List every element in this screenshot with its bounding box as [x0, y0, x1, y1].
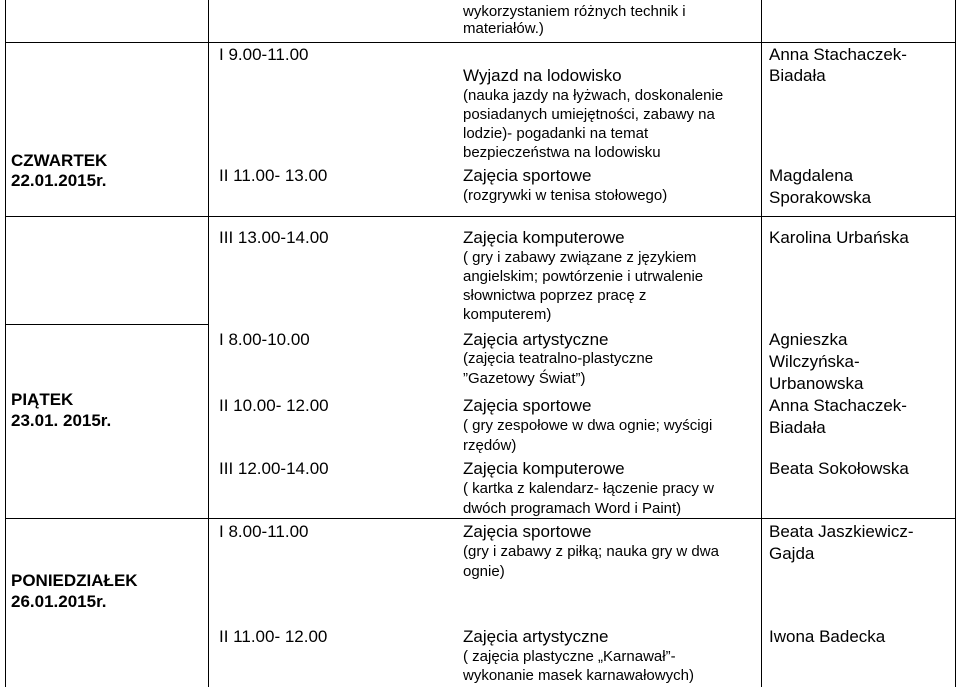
day-label: PONIEDZIAŁEK: [11, 571, 138, 590]
activity-desc: posiadanych umiejętności, zabawy na: [463, 106, 715, 123]
activity-time: II 11.00- 12.00: [219, 627, 328, 646]
activity-desc: ( gry i zabawy związane z językiem: [463, 249, 697, 266]
activity-time: II 11.00- 13.00: [219, 166, 328, 185]
top-fragment-line: materiałów.): [463, 20, 544, 37]
activity-desc: (nauka jazdy na łyżwach, doskonalenie: [463, 87, 724, 104]
day-label: PIĄTEK: [11, 390, 74, 409]
activity-desc: komputerem): [463, 306, 552, 323]
activity-desc: angielskim; powtórzenie i utrwalenie: [463, 268, 704, 285]
teacher-name: Magdalena: [769, 166, 854, 185]
activity-desc: dwóch programach Word i Paint): [463, 500, 682, 517]
teacher-name: Wilczyńska-: [769, 352, 860, 371]
activity-time: I 9.00-11.00: [219, 45, 309, 64]
activity-desc: ognie): [463, 563, 505, 580]
activity-desc: wykonanie masek karnawałowych): [463, 667, 694, 684]
teacher-name: Urbanowska: [769, 374, 864, 393]
activity-desc: rzędów): [463, 437, 517, 454]
day-date: 23.01. 2015r.: [11, 411, 112, 430]
teacher-name: Biadała: [769, 66, 826, 85]
grid-line-row-3: [5, 324, 209, 325]
teacher-name: Sporakowska: [769, 188, 872, 207]
activity-desc: (rozgrywki w tenisa stołowego): [463, 187, 668, 204]
grid-line-person-divider: [761, 0, 762, 687]
activity-title: Zajęcia artystyczne: [463, 627, 609, 646]
grid-line-right: [955, 0, 956, 687]
teacher-name: Beata Sokołowska: [769, 459, 909, 478]
activity-desc: ”Gazetowy Świat”): [463, 370, 586, 387]
activity-title: Zajęcia komputerowe: [463, 459, 625, 478]
activity-title: Zajęcia sportowe: [463, 396, 592, 415]
activity-time: I 8.00-11.00: [219, 522, 309, 541]
grid-line-row-4: [5, 518, 956, 519]
activity-desc: ( gry zespołowe w dwa ognie; wyścigi: [463, 417, 713, 434]
top-fragment-line: wykorzystaniem różnych technik i: [463, 3, 686, 20]
activity-time: I 8.00-10.00: [219, 330, 310, 349]
activity-time: III 12.00-14.00: [219, 459, 329, 478]
activity-title: Zajęcia sportowe: [463, 166, 592, 185]
activity-desc: bezpieczeństwa na lodowisku: [463, 144, 661, 161]
teacher-name: Iwona Badecka: [769, 627, 886, 646]
teacher-name: Anna Stachaczek-: [769, 396, 907, 415]
day-date: 22.01.2015r.: [11, 171, 107, 190]
day-label: CZWARTEK: [11, 151, 108, 170]
activity-time: III 13.00-14.00: [219, 228, 329, 247]
activity-desc: (gry i zabawy z piłką; nauka gry w dwa: [463, 543, 719, 560]
activity-time: II 10.00- 12.00: [219, 396, 329, 415]
activity-title: Zajęcia komputerowe: [463, 228, 625, 247]
grid-line-day-divider: [208, 0, 209, 687]
teacher-name: Karolina Urbańska: [769, 228, 909, 247]
activity-desc: ( zajęcia plastyczne „Karnawał”-: [463, 648, 676, 665]
teacher-name: Biadała: [769, 418, 826, 437]
day-date: 26.01.2015r.: [11, 592, 107, 611]
activity-title: Zajęcia artystyczne: [463, 330, 609, 349]
activity-desc: lodzie)- pogadanki na temat: [463, 125, 649, 142]
activity-desc: słownictwa poprzez pracę z: [463, 287, 647, 304]
activity-title: Wyjazd na lodowisko: [463, 66, 622, 85]
activity-title: Zajęcia sportowe: [463, 522, 592, 541]
teacher-name: Beata Jaszkiewicz-: [769, 522, 914, 541]
activity-desc: ( kartka z kalendarz- łączenie pracy w: [463, 480, 714, 497]
teacher-name: Gajda: [769, 544, 815, 563]
teacher-name: Agnieszka: [769, 330, 848, 349]
grid-line-row-1: [5, 42, 956, 43]
grid-line-left: [5, 0, 6, 687]
teacher-name: Anna Stachaczek-: [769, 45, 907, 64]
grid-line-row-2: [5, 216, 956, 217]
activity-desc: (zajęcia teatralno-plastyczne: [463, 350, 654, 367]
